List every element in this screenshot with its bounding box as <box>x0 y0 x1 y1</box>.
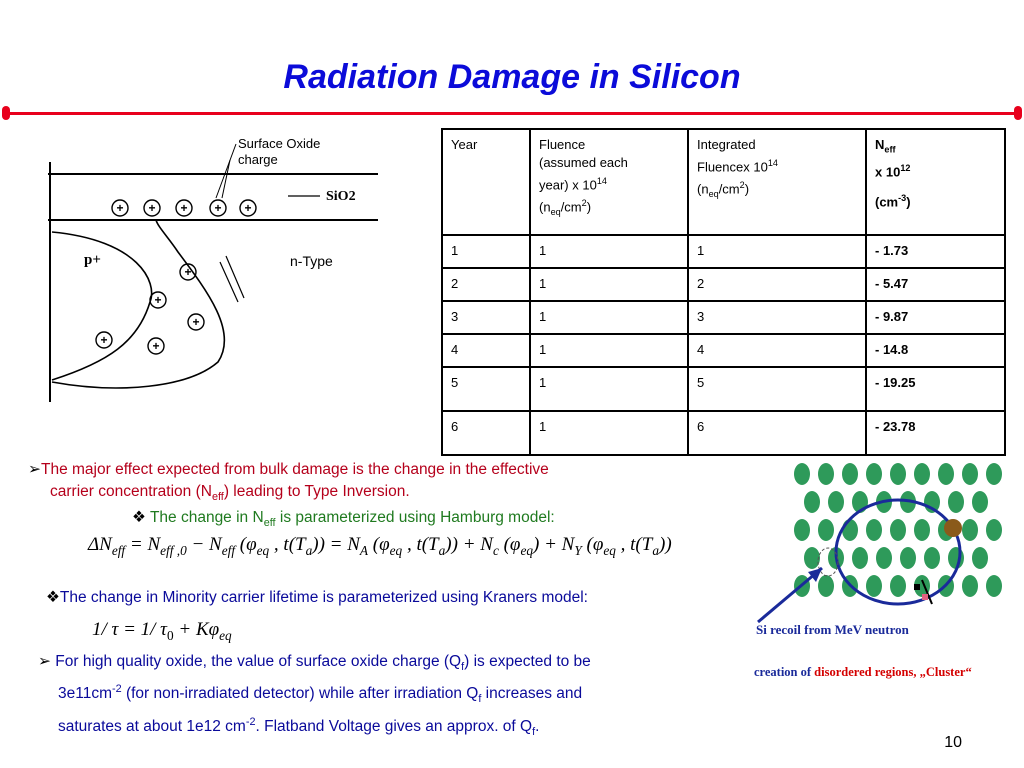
cell-integrated: 6 <box>688 411 866 455</box>
neutron-cluster-figure <box>750 462 1012 690</box>
label-p-plus: p+ <box>84 252 101 268</box>
silicon-atom-icon <box>962 463 978 485</box>
cell-year: 5 <box>442 367 530 411</box>
diamond-bullet-icon: ❖ <box>46 589 60 606</box>
silicon-atoms <box>794 463 1002 597</box>
silicon-atom-icon <box>818 519 834 541</box>
charge-plus-label: + <box>100 333 108 347</box>
caption-recoil: Si recoil from MeV neutron <box>756 622 909 637</box>
silicon-atom-icon <box>866 519 882 541</box>
recoil-atom <box>944 519 962 537</box>
cell-year: 1 <box>442 235 530 268</box>
silicon-atom-icon <box>794 463 810 485</box>
charge-plus-label: + <box>152 339 160 353</box>
label-charge: charge <box>238 152 278 167</box>
silicon-atom-icon <box>986 519 1002 541</box>
cluster-svg <box>750 462 1012 690</box>
hamburg-formula: $\Delta N_{eff} = N_{eff ,0} - N_{eff}$ ($\varphi_{eq}$ , $t(T_a)) = N_A$ ($\varphi_{eq}$ , $t(T_a)) + N_c$ $(\varphi_{eq}) + N_Y$ ($\varphi_{eq}$ , $t(T_a)$) <box>88 534 672 558</box>
cell-neff: - 1.73 <box>866 235 1005 268</box>
silicon-atom-icon <box>876 547 892 569</box>
cell-neff: - 9.87 <box>866 301 1005 334</box>
cell-integrated: 1 <box>688 235 866 268</box>
silicon-atom-icon <box>828 491 844 513</box>
cell-fluence: 1 <box>530 301 688 334</box>
cell-integrated: 2 <box>688 268 866 301</box>
cell-neff: - 23.78 <box>866 411 1005 455</box>
charge-plus-label: + <box>116 201 124 215</box>
header-year: Year <box>442 129 530 235</box>
silicon-atom-icon <box>842 519 858 541</box>
silicon-atom-icon <box>914 519 930 541</box>
silicon-atom-icon <box>818 463 834 485</box>
page-number: 10 <box>944 734 962 751</box>
cell-integrated: 3 <box>688 301 866 334</box>
silicon-atom-icon <box>804 547 820 569</box>
cell-integrated: 4 <box>688 334 866 367</box>
silicon-atom-icon <box>972 491 988 513</box>
table-header-row <box>442 129 1005 235</box>
charge-plus-label: + <box>148 201 156 215</box>
bullet-kraner: ❖The change in Minority carrier lifetime is parameterized using Kraners model: <box>46 589 588 606</box>
silicon-atom-icon <box>962 519 978 541</box>
silicon-atom-icon <box>948 547 964 569</box>
silicon-atom-icon <box>866 575 882 597</box>
charge-plus-label: + <box>184 265 192 279</box>
cell-year: 2 <box>442 268 530 301</box>
silicon-atom-icon <box>924 547 940 569</box>
table-row <box>442 235 1005 268</box>
label-surface-oxide: Surface Oxide <box>238 136 321 151</box>
charge-symbols <box>96 200 256 354</box>
header-integrated-fluence: Integrated Fluencex $10^{14}$ $(n_{eq}/cm^2)$ <box>688 129 866 235</box>
silicon-atom-icon <box>842 463 858 485</box>
charge-plus-label: + <box>244 201 252 215</box>
silicon-atom-icon <box>948 491 964 513</box>
kraner-formula: 1/ τ = 1/ $\tau_0 + K\varphi_{eq}$ <box>92 619 232 643</box>
silicon-atom-icon <box>852 547 868 569</box>
table-row <box>442 411 1005 455</box>
charge-plus-label: + <box>154 293 162 307</box>
silicon-atom-icon <box>794 519 810 541</box>
slide-title: Radiation Damage in Silicon <box>283 58 741 96</box>
label-sio2: SiO2 <box>326 189 356 204</box>
table-row <box>442 268 1005 301</box>
bullet-oxide-charge: ➢ For high quality oxide, the value of surface oxide charge $(Q_f)$ is expected to be $3e11cm^{-2}$ (for non-irradiated detector) while after irradiation $Q_f$ increases and saturates at about 1e12 $cm^{-2}$. Flatband Voltage gives an approx. of $Q_f$. <box>38 653 591 738</box>
arrow-bullet-icon: ➢ <box>28 461 41 478</box>
cell-fluence: 1 <box>530 411 688 455</box>
cell-neff: - 19.25 <box>866 367 1005 411</box>
cell-fluence: 1 <box>530 235 688 268</box>
cell-year: 4 <box>442 334 530 367</box>
bullet-hamburg: ❖ The change in $N_{eff}$ is parameterized using Hamburg model: <box>132 509 555 530</box>
arrow-bullet-icon: ➢ <box>38 653 51 670</box>
cell-year: 6 <box>442 411 530 455</box>
silicon-atom-icon <box>866 463 882 485</box>
silicon-atom-icon <box>962 575 978 597</box>
table-row <box>442 334 1005 367</box>
diamond-bullet-icon: ❖ <box>132 509 146 526</box>
cell-year: 3 <box>442 301 530 334</box>
cell-fluence: 1 <box>530 334 688 367</box>
charge-plus-label: + <box>192 315 200 329</box>
fluence-table <box>441 128 1006 456</box>
silicon-atom-icon <box>890 575 906 597</box>
rule-right-cap <box>1014 106 1022 120</box>
silicon-atom-icon <box>986 575 1002 597</box>
label-n-type: n-Type <box>290 253 333 269</box>
cell-neff: - 5.47 <box>866 268 1005 301</box>
title-divider <box>6 112 1018 115</box>
table-row <box>442 367 1005 411</box>
cell-fluence: 1 <box>530 268 688 301</box>
cell-integrated: 5 <box>688 367 866 411</box>
oxide-charge-svg <box>38 132 388 410</box>
silicon-atom-icon <box>986 463 1002 485</box>
silicon-atom-icon <box>804 491 820 513</box>
oxide-charge-diagram <box>38 132 388 410</box>
silicon-atom-icon <box>890 463 906 485</box>
header-fluence: Fluence (assumed each year) x $10^{14}$ $(n_{eq}/cm^2)$ <box>530 129 688 235</box>
cell-fluence: 1 <box>530 367 688 411</box>
cell-neff: - 14.8 <box>866 334 1005 367</box>
silicon-atom-icon <box>900 547 916 569</box>
bullet-bulk-damage: ➢The major effect expected from bulk damage is the change in the effective carrier concentration $(N_{eff})$ leading to Type Inversion. <box>28 461 549 504</box>
silicon-atom-icon <box>818 575 834 597</box>
charge-plus-label: + <box>180 201 188 215</box>
table-row <box>442 301 1005 334</box>
charge-plus-label: + <box>214 201 222 215</box>
silicon-atom-icon <box>914 463 930 485</box>
silicon-atom-icon <box>938 463 954 485</box>
caption-cluster: creation of disordered regions, „Cluster“ <box>754 665 972 679</box>
header-neff: $N_{eff}$ x $10^{12}$ $(cm^{-3})$ <box>866 129 1005 235</box>
silicon-atom-icon <box>890 519 906 541</box>
silicon-atom-icon <box>972 547 988 569</box>
